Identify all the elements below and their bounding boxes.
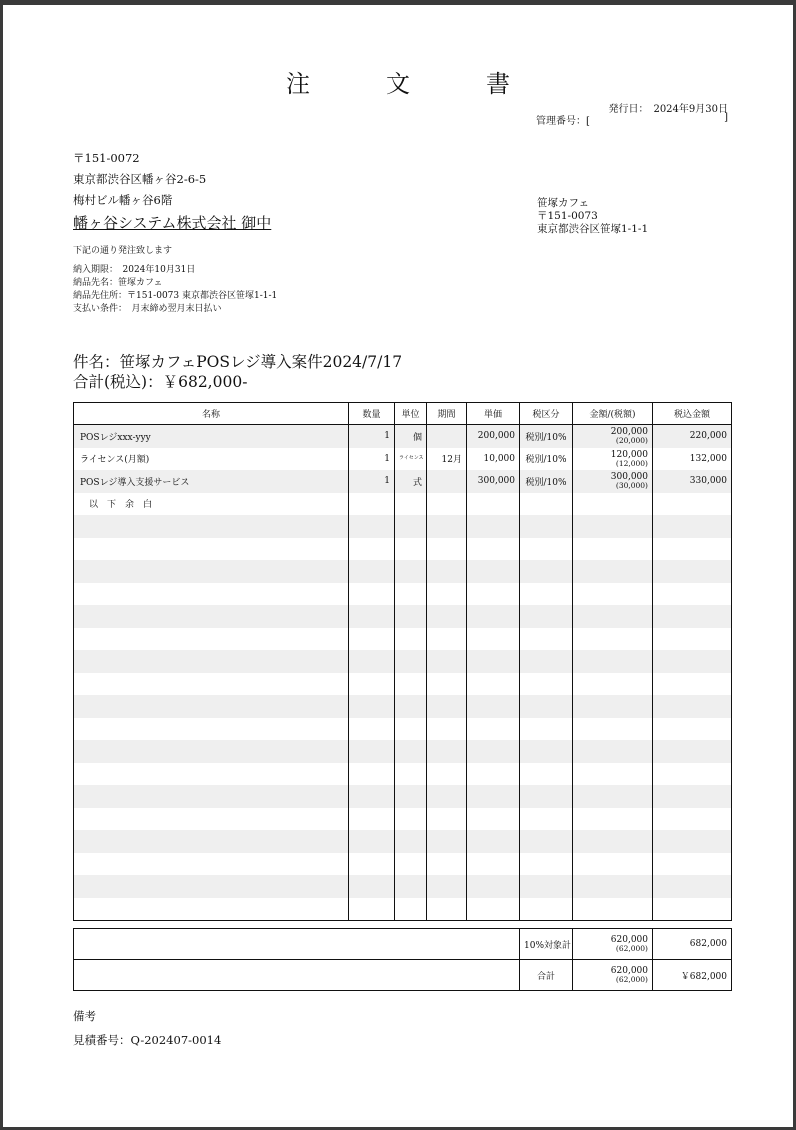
empty-cell: [467, 538, 520, 561]
item-unit: 個: [395, 425, 427, 448]
empty-cell: [520, 695, 573, 718]
empty-cell: [653, 605, 732, 628]
empty-cell: [74, 740, 349, 763]
empty-cell: [74, 650, 349, 673]
table-row: [74, 425, 732, 448]
empty-cell: [573, 785, 653, 808]
table-row-empty: [74, 785, 732, 808]
empty-cell: [395, 898, 427, 921]
empty-cell: [520, 560, 573, 583]
item-name: POSレジ導入支援サービス: [74, 470, 349, 493]
empty-cell: [427, 538, 467, 561]
empty-cell: [573, 695, 653, 718]
empty-cell: [349, 605, 395, 628]
empty-cell: [573, 583, 653, 606]
item-tax-type: [520, 493, 573, 516]
empty-cell: [349, 628, 395, 651]
table-row-empty: [74, 875, 732, 898]
empty-cell: [573, 628, 653, 651]
empty-cell: [395, 763, 427, 786]
empty-cell: [467, 830, 520, 853]
header-unit: 単位: [395, 403, 427, 425]
empty-cell: [349, 785, 395, 808]
empty-cell: [395, 538, 427, 561]
empty-cell: [520, 718, 573, 741]
empty-cell: [653, 808, 732, 831]
table-row-empty: [74, 515, 732, 538]
issue-date: 発行日： 2024年9月30日: [608, 104, 728, 115]
empty-cell: [427, 763, 467, 786]
item-period: [427, 493, 467, 516]
item-amount: [573, 448, 653, 471]
empty-cell: [573, 605, 653, 628]
item-tax-type: 税別/10%: [520, 470, 573, 493]
empty-cell: [467, 808, 520, 831]
empty-cell: [653, 740, 732, 763]
items-table: [73, 402, 732, 921]
empty-cell: [573, 853, 653, 876]
empty-cell: [467, 875, 520, 898]
empty-cell: [520, 583, 573, 606]
table-row-empty: [74, 740, 732, 763]
empty-cell: [653, 538, 732, 561]
empty-cell: [349, 763, 395, 786]
empty-cell: [395, 605, 427, 628]
item-amount: [573, 470, 653, 493]
item-unit: [395, 493, 427, 516]
empty-cell: [653, 763, 732, 786]
taxable-amount-value: 620,000: [610, 935, 648, 945]
item-qty: 1: [349, 470, 395, 493]
item-price: 300,000: [467, 470, 520, 493]
empty-cell: [349, 650, 395, 673]
item-tax-type: 税別/10%: [520, 425, 573, 448]
table-row-empty: [74, 538, 732, 561]
empty-cell: [74, 875, 349, 898]
empty-cell: [395, 875, 427, 898]
empty-cell: [74, 538, 349, 561]
sender-address: 東京都渋谷区笹塚1-1-1: [537, 223, 649, 235]
remarks-block: [73, 1004, 221, 1052]
empty-cell: [74, 560, 349, 583]
item-total: 330,000: [653, 470, 732, 493]
table-row: [74, 470, 732, 493]
item-qty: 1: [349, 425, 395, 448]
empty-cell: [653, 875, 732, 898]
empty-cell: [74, 830, 349, 853]
empty-cell: [467, 628, 520, 651]
table-row-empty: [74, 808, 732, 831]
management-number-label: 管理番号：[: [536, 116, 590, 127]
item-amount-value: 120,000: [610, 449, 648, 460]
empty-cell: [467, 605, 520, 628]
empty-cell: [395, 515, 427, 538]
grand-tax-value: (62,000): [615, 975, 648, 984]
document-title: 注 文 書: [286, 70, 536, 98]
empty-cell: [467, 560, 520, 583]
empty-cell: [520, 898, 573, 921]
empty-cell: [467, 673, 520, 696]
empty-cell: [467, 695, 520, 718]
empty-cell: [467, 785, 520, 808]
empty-cell: [74, 583, 349, 606]
empty-cell: [395, 673, 427, 696]
item-unit: [395, 448, 427, 471]
empty-cell: [427, 605, 467, 628]
empty-cell: [74, 628, 349, 651]
grand-amount-value: 620,000: [610, 966, 648, 976]
recipient-postal: 〒151-0072: [73, 151, 140, 165]
empty-cell: [349, 718, 395, 741]
empty-cell: [573, 763, 653, 786]
recipient-address-2: 梅村ビル幡ヶ谷6階: [73, 193, 173, 207]
taxable-label: 10%対象計: [520, 929, 573, 960]
header-tax-type: 税区分: [520, 403, 573, 425]
header-period: 期間: [427, 403, 467, 425]
table-row-empty: [74, 628, 732, 651]
empty-cell: [520, 650, 573, 673]
table-row-empty: [74, 605, 732, 628]
empty-cell: [653, 515, 732, 538]
table-row-empty: [74, 560, 732, 583]
empty-cell: [74, 898, 349, 921]
item-price: [467, 493, 520, 516]
empty-cell: [467, 515, 520, 538]
empty-cell: [653, 695, 732, 718]
subject-name: 件名：笹塚カフェPOSレジ導入案件2024/7/17: [73, 353, 403, 371]
empty-cell: [427, 898, 467, 921]
item-price: 200,000: [467, 425, 520, 448]
item-amount-value: 300,000: [610, 472, 648, 483]
empty-cell: [653, 830, 732, 853]
table-row-empty: [74, 583, 732, 606]
empty-cell: [349, 673, 395, 696]
empty-cell: [467, 898, 520, 921]
empty-cell: [349, 583, 395, 606]
table-row: [74, 448, 732, 471]
item-tax-value: (12,000): [615, 458, 648, 468]
item-total: 220,000: [653, 425, 732, 448]
table-row-empty: [74, 718, 732, 741]
totals-spacer: [74, 960, 520, 991]
empty-cell: [427, 808, 467, 831]
empty-cell: [467, 650, 520, 673]
empty-cell: [74, 808, 349, 831]
item-name: 以 下 余 白: [74, 493, 349, 516]
empty-cell: [427, 740, 467, 763]
empty-cell: [395, 853, 427, 876]
table-row-empty: [74, 763, 732, 786]
empty-cell: [573, 808, 653, 831]
sender-block: [537, 197, 648, 236]
recipient-address-1: 東京都渋谷区幡ヶ谷2-6-5: [73, 172, 207, 186]
empty-cell: [573, 673, 653, 696]
empty-cell: [74, 605, 349, 628]
empty-cell: [467, 853, 520, 876]
empty-cell: [427, 718, 467, 741]
taxable-tax-value: (62,000): [615, 944, 648, 953]
empty-cell: [427, 650, 467, 673]
empty-cell: [349, 830, 395, 853]
item-amount: [573, 493, 653, 516]
empty-cell: [520, 740, 573, 763]
subject-total: 合計(税込)：￥682,000-: [73, 373, 248, 391]
empty-cell: [520, 853, 573, 876]
empty-cell: [520, 763, 573, 786]
empty-cell: [395, 740, 427, 763]
empty-cell: [467, 763, 520, 786]
item-name: ライセンス(月額): [74, 448, 349, 471]
item-tax-value: (20,000): [615, 436, 648, 446]
item-total: [653, 493, 732, 516]
empty-cell: [427, 875, 467, 898]
empty-cell: [573, 875, 653, 898]
item-unit: 式: [395, 470, 427, 493]
empty-cell: [349, 695, 395, 718]
window-frame-top: [0, 0, 796, 5]
empty-cell: [520, 515, 573, 538]
empty-cell: [349, 538, 395, 561]
empty-cell: [520, 785, 573, 808]
table-row-empty: [74, 673, 732, 696]
recipient-block: [73, 148, 271, 235]
delivery-name: 納品先名：笹塚カフェ: [73, 278, 163, 288]
empty-cell: [395, 695, 427, 718]
empty-cell: [427, 628, 467, 651]
grand-amount: [573, 960, 653, 991]
empty-cell: [653, 898, 732, 921]
empty-cell: [653, 628, 732, 651]
header-amount: 金額/(税額): [573, 403, 653, 425]
item-period: [427, 470, 467, 493]
empty-cell: [395, 830, 427, 853]
empty-cell: [653, 785, 732, 808]
window-frame-left: [0, 0, 3, 1130]
header-price: 単価: [467, 403, 520, 425]
empty-cell: [467, 583, 520, 606]
table-row: [74, 493, 732, 516]
empty-cell: [349, 853, 395, 876]
empty-cell: [427, 583, 467, 606]
empty-cell: [74, 763, 349, 786]
empty-cell: [520, 673, 573, 696]
header-qty: 数量: [349, 403, 395, 425]
header-name: 名称: [74, 403, 349, 425]
empty-cell: [653, 853, 732, 876]
item-price: 10,000: [467, 448, 520, 471]
empty-cell: [653, 650, 732, 673]
header-total: 税込金額: [653, 403, 732, 425]
table-row-empty: [74, 853, 732, 876]
item-qty: 1: [349, 448, 395, 471]
item-amount-value: 200,000: [610, 427, 648, 438]
quote-number: 見積番号：Q-202407-0014: [73, 1033, 222, 1047]
empty-cell: [467, 740, 520, 763]
table-row-empty: [74, 830, 732, 853]
empty-cell: [349, 740, 395, 763]
recipient-company: 幡ヶ谷システム株式会社 御中: [73, 214, 272, 232]
payment-terms: 支払い条件： 月末締め翌月末日払い: [73, 304, 222, 314]
empty-cell: [573, 740, 653, 763]
management-number: [536, 112, 728, 127]
empty-cell: [395, 560, 427, 583]
taxable-total: 682,000: [653, 929, 732, 960]
empty-cell: [573, 650, 653, 673]
delivery-date: 納入期限： 2024年10月31日: [73, 265, 196, 275]
empty-cell: [427, 673, 467, 696]
empty-cell: [520, 628, 573, 651]
empty-cell: [467, 718, 520, 741]
empty-cell: [74, 718, 349, 741]
empty-cell: [74, 695, 349, 718]
item-tax-type: 税別/10%: [520, 448, 573, 471]
empty-cell: [395, 785, 427, 808]
empty-cell: [653, 583, 732, 606]
empty-cell: [573, 830, 653, 853]
empty-cell: [427, 560, 467, 583]
empty-cell: [427, 853, 467, 876]
empty-cell: [395, 628, 427, 651]
taxable-row: [74, 929, 732, 960]
grand-label: 合計: [520, 960, 573, 991]
empty-cell: [395, 808, 427, 831]
empty-cell: [427, 515, 467, 538]
management-number-close: ]: [724, 112, 728, 123]
taxable-amount: [573, 929, 653, 960]
item-qty: [349, 493, 395, 516]
empty-cell: [573, 515, 653, 538]
empty-cell: [74, 515, 349, 538]
empty-cell: [573, 538, 653, 561]
terms-intro: 下記の通り発注致します: [73, 246, 173, 256]
empty-cell: [74, 785, 349, 808]
table-row-empty: [74, 898, 732, 921]
grand-total: ￥682,000: [653, 960, 732, 991]
empty-cell: [349, 560, 395, 583]
order-terms: [73, 245, 277, 316]
table-row-empty: [74, 695, 732, 718]
table-header-row: [74, 403, 732, 425]
empty-cell: [573, 560, 653, 583]
item-unit-small: ライセンス: [399, 454, 424, 461]
item-period: 12月: [427, 448, 467, 471]
empty-cell: [520, 830, 573, 853]
empty-cell: [427, 785, 467, 808]
empty-cell: [349, 515, 395, 538]
empty-cell: [395, 650, 427, 673]
empty-cell: [349, 808, 395, 831]
empty-cell: [74, 853, 349, 876]
item-name: POSレジxxx-yyy: [74, 425, 349, 448]
empty-cell: [349, 875, 395, 898]
empty-cell: [427, 695, 467, 718]
item-amount: [573, 425, 653, 448]
totals-spacer: [74, 929, 520, 960]
sender-postal: 〒151-0073: [537, 210, 598, 222]
delivery-address: 納品先住所：〒151-0073 東京都渋谷区笹塚1-1-1: [73, 291, 278, 301]
subject-block: [73, 352, 402, 392]
empty-cell: [520, 808, 573, 831]
empty-cell: [573, 718, 653, 741]
empty-cell: [653, 718, 732, 741]
sender-name: 笹塚カフェ: [537, 197, 589, 209]
empty-cell: [395, 583, 427, 606]
empty-cell: [653, 560, 732, 583]
empty-cell: [74, 673, 349, 696]
empty-cell: [349, 898, 395, 921]
table-row-empty: [74, 650, 732, 673]
empty-cell: [573, 898, 653, 921]
item-total: 132,000: [653, 448, 732, 471]
empty-cell: [395, 718, 427, 741]
totals-table: [73, 928, 732, 991]
empty-cell: [520, 605, 573, 628]
empty-cell: [520, 538, 573, 561]
empty-cell: [653, 673, 732, 696]
item-tax-value: (30,000): [615, 481, 648, 491]
empty-cell: [427, 830, 467, 853]
remarks-heading: 備考: [73, 1009, 96, 1023]
empty-cell: [520, 875, 573, 898]
grand-total-row: [74, 960, 732, 991]
item-period: [427, 425, 467, 448]
